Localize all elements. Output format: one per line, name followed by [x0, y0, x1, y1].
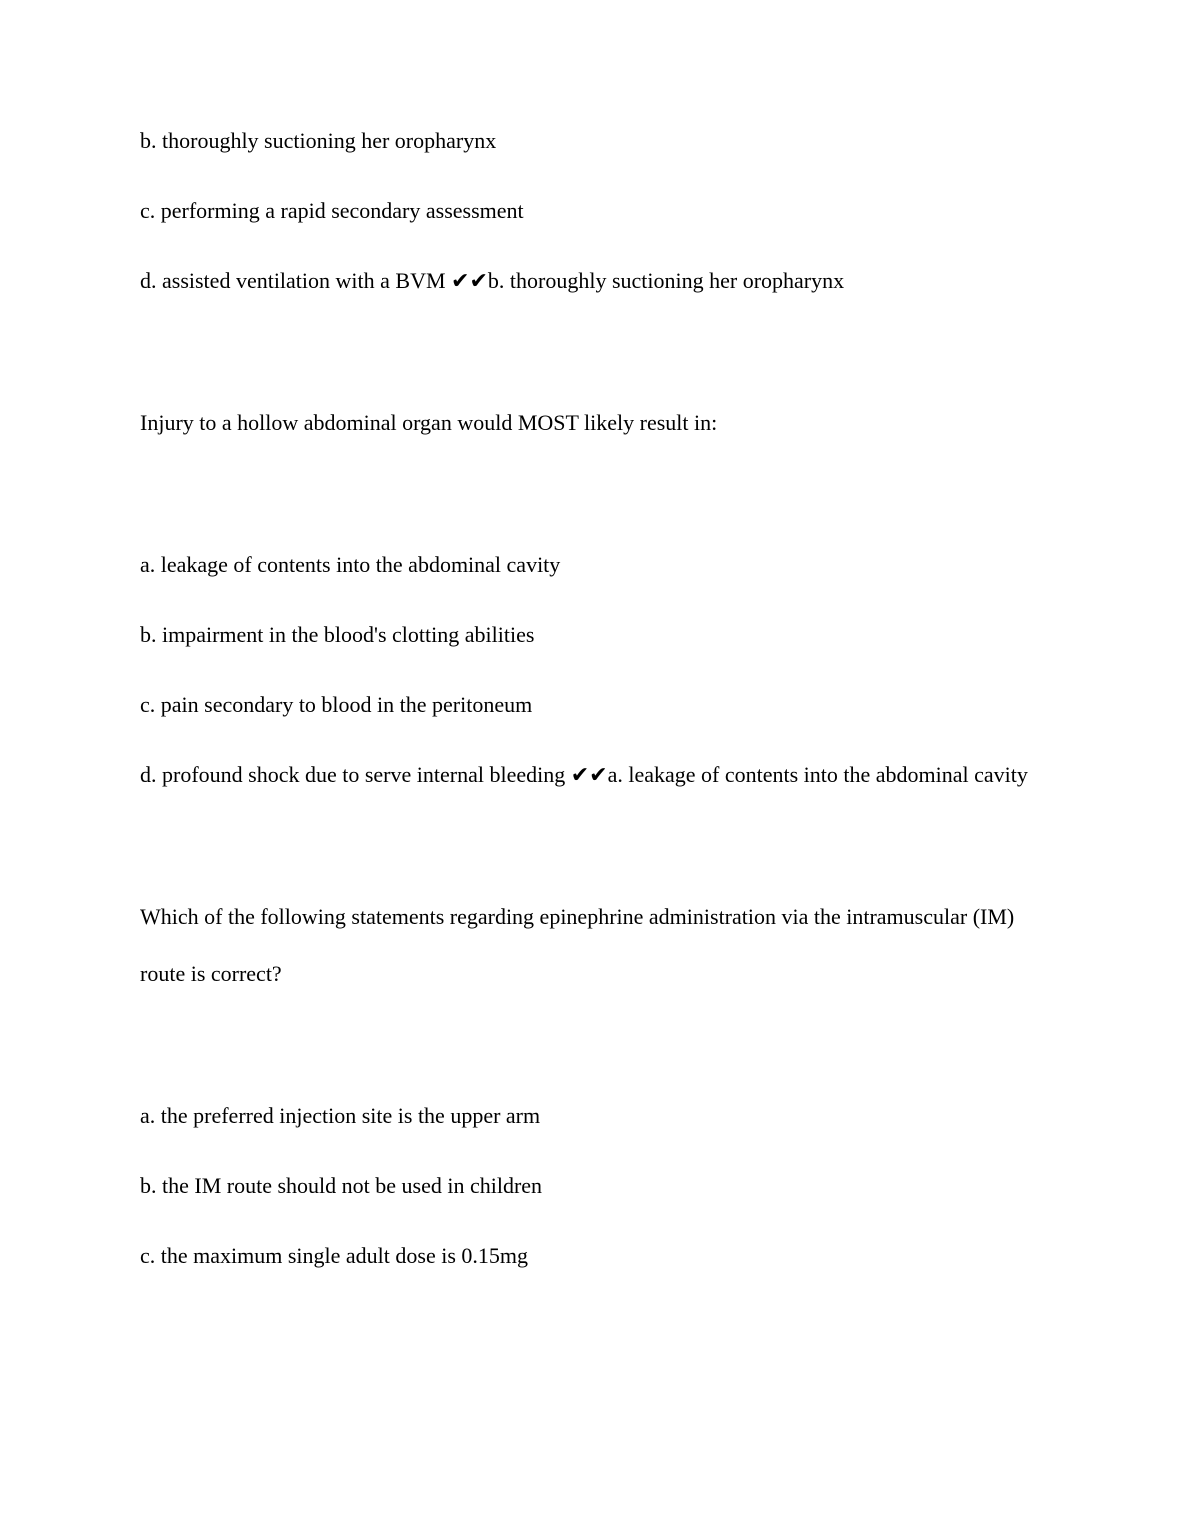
answer-option-a: a. the preferred injection site is the upper arm	[140, 1103, 541, 1128]
answer-option-c: c. performing a rapid secondary assessment	[140, 198, 524, 223]
question-text: Injury to a hollow abdominal organ would MOST likely result in:	[140, 410, 718, 435]
answer-option-c: c. the maximum single adult dose is 0.15mg	[140, 1243, 529, 1268]
answer-option-c: c. pain secondary to blood in the peritoneum	[140, 692, 533, 717]
answer-option-b: b. thoroughly suctioning her oropharynx	[140, 128, 497, 153]
answer-option-d-with-correct-answer: d. profound shock due to serve internal bleeding ✔✔a. leakage of contents into the abdominal cavity	[140, 762, 1028, 787]
question-text: Which of the following statements regarding epinephrine administration via the intramuscular (IM) route is correct?	[140, 904, 1015, 986]
answer-option-b: b. the IM route should not be used in children	[140, 1173, 543, 1198]
answer-option-a: a. leakage of contents into the abdominal cavity	[140, 552, 561, 577]
answer-option-d-with-correct-answer: d. assisted ventilation with a BVM ✔✔b. thoroughly suctioning her oropharynx	[140, 268, 845, 293]
answer-option-b: b. impairment in the blood's clotting abilities	[140, 622, 535, 647]
